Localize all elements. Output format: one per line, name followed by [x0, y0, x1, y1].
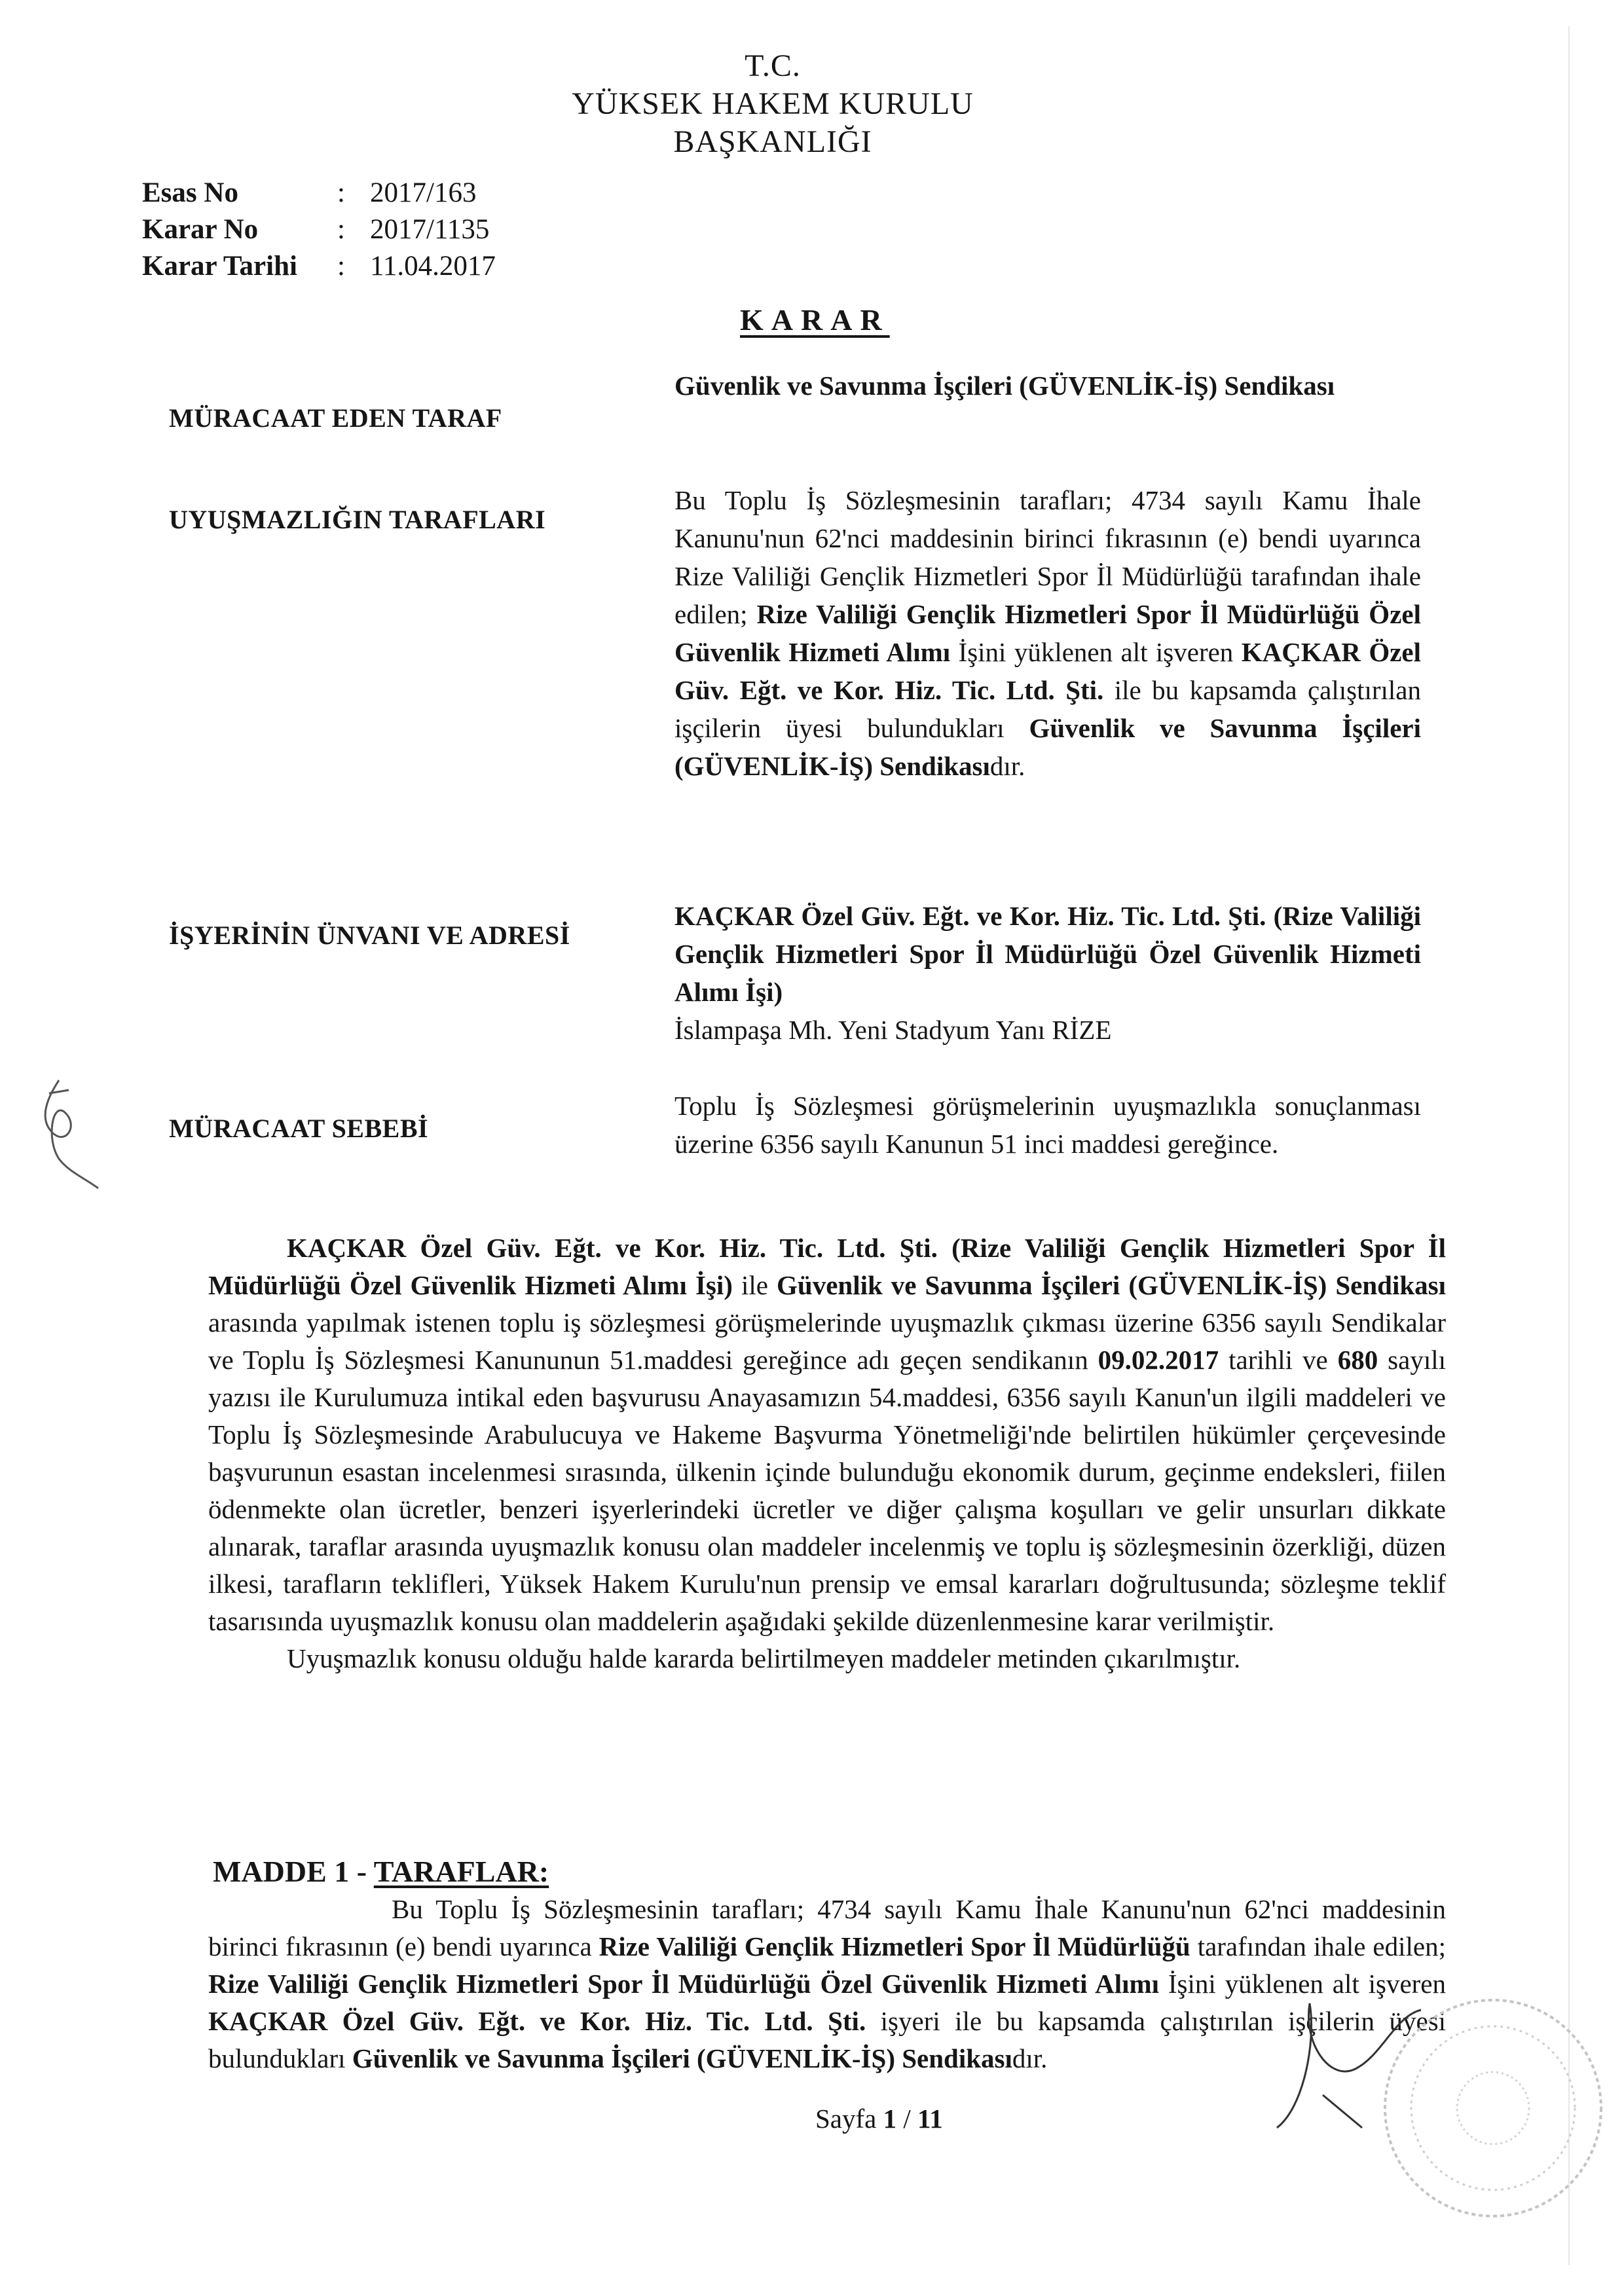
article-1-heading: [213, 1854, 549, 1889]
karar-no-colon: :: [337, 214, 345, 245]
body-text-4: sayılı yazısı ile Kurulumuza intikal eden başvurusu Anayasamızın 54.maddesi, 6356 sayılı Kanun'un ilgili maddeleri ve Toplu İş Sözleşmesinde Arabulucuya ve Hakeme Başvurma Yönetmeliği'nde belirtilen hükümler çerçevesinde başvurunun esastan incelenmesi sırasında, ülkenin içinde bulunduğu ekonomik durum, geçinme endeksleri, fiilen ödenmekte olan ücretler, benzeri işyerlerindeki ücretler ve diğer çalışma koşulları ve gelir unsurları dikkate alınarak, taraflar arasında uyuşmazlık konusu olan maddeler incelenmiş ve toplu iş sözleşmesinin özerkliği, düzen ilkesi, tarafların teklifleri, Yüksek Hakem Kurulu'nun prensip ve emsal kararları doğrultusunda; sözleşme teklif tasarısında uyuşmazlık konusu olan maddelerin aşağıdaki şekilde düzenlenmesine karar verilmiştir.: [208, 1345, 1446, 1636]
meta-esas: [142, 177, 476, 209]
meta-karar-no: [142, 213, 489, 246]
removed-articles-note: Uyuşmazlık konusu olduğu halde kararda belirtilmeyen maddeler metinden çıkarılmıştır.: [287, 1643, 1241, 1673]
margin-signature-icon: [33, 1074, 105, 1192]
applicant-content: Güvenlik ve Savunma İşçileri (GÜVENLİK-İŞ) Sendikası: [674, 371, 1335, 401]
workplace-label: İŞYERİNİN ÜNVANI VE ADRESİ: [169, 920, 570, 950]
article-1-text-4: işyeri ile bu kapsamda çalıştırılan işçilerin üyesi bulundukları: [208, 2006, 1446, 2073]
body-bold-2: Güvenlik ve Savunma İşçileri (GÜVENLİK-İŞ) Sendikası: [777, 1270, 1447, 1300]
parties-label: UYUŞMAZLIĞIN TARAFLARI: [169, 505, 546, 534]
parties-bold-1: Rize Valiliği Gençlik Hizmetleri Spor İl Müdürlüğü Özel Güvenlik Hizmeti Alımı: [674, 599, 1421, 667]
article-1-bold-2: Rize Valiliği Gençlik Hizmetleri Spor İl Müdürlüğü Özel Güvenlik Hizmeti Alımı: [208, 1969, 1160, 1999]
karar-no-value: 2017/1135: [370, 214, 490, 245]
article-1-text-1: Bu Toplu İş Sözleşmesinin tarafları; 4734 sayılı Kamu İhale Kanunu'nun 62'nci maddesinin birinci fıkrasının (e) bendi uyarınca: [208, 1894, 1446, 1961]
article-1-paragraph: [208, 1891, 1446, 2077]
parties-bold-3: Güvenlik ve Savunma İşçileri (GÜVENLİK-İŞ) Sendikası: [674, 713, 1422, 781]
workplace-address: İslampaşa Mh. Yeni Stadyum Yanı RİZE: [674, 1015, 1112, 1045]
parties-text-1: Bu Toplu İş Sözleşmesinin tarafları; 4734 sayılı Kamu İhale Kanunu'nun 62'nci maddesinin birinci fıkrasının (e) bendi uyarınca Rize Valiliği Gençlik Hizmetleri Spor İl Müdürlüğü tarafından ihale edilen;: [674, 485, 1421, 629]
page-number: [815, 2103, 943, 2134]
meta-karar-tarihi: [142, 250, 496, 282]
reason-label: MÜRACAAT SEBEBİ: [169, 1114, 429, 1143]
decision-paragraph: [208, 1230, 1446, 1640]
esas-label: Esas No: [142, 177, 238, 208]
scan-edge-line: [1568, 26, 1570, 2265]
article-1-content: [208, 1891, 1446, 2077]
document-title: KARAR: [740, 303, 890, 337]
karar-tarihi-label: Karar Tarihi: [142, 251, 297, 282]
esas-colon: :: [337, 177, 345, 208]
body-text-3: tarihli ve: [1219, 1345, 1338, 1375]
article-1-text-5: dır.: [1012, 2043, 1048, 2073]
parties-content: [674, 481, 1421, 785]
body-bold-date: 09.02.2017: [1098, 1345, 1219, 1375]
karar-tarihi-value: 11.04.2017: [370, 251, 496, 282]
parties-bold-2: KAÇKAR Özel Güv. Eğt. ve Kor. Hiz. Tic. Ltd. Şti.: [674, 637, 1421, 705]
body-bold-1: KAÇKAR Özel Güv. Eğt. ve Kor. Hiz. Tic. Ltd. Şti. (Rize Valiliği Gençlik Hizmetleri Spor İl Müdürlüğü Özel Güvenlik Hizmeti Alımı İşi): [208, 1233, 1446, 1300]
esas-value: 2017/163: [370, 177, 477, 208]
parties-text-4: dır.: [989, 751, 1025, 781]
article-1-number: MADDE 1 -: [213, 1855, 367, 1888]
applicant-label: MÜRACAAT EDEN TARAF: [169, 403, 502, 433]
body-text-2: arasında yapılmak istenen toplu iş sözleşmesi görüşmelerinde uyuşmazlık çıkması üzerine 6356 sayılı Sendikalar ve Toplu İş Sözleşmesi Kanununun 51.maddesi gereğince adı geçen sendikanın: [208, 1307, 1446, 1375]
parties-text-2: İşini yüklenen alt işveren: [950, 637, 1242, 667]
document-header: [524, 47, 1022, 161]
article-1-bold-4: Güvenlik ve Savunma İşçileri (GÜVENLİK-İŞ) Sendikası: [352, 2043, 1012, 2073]
article-1-text-2: tarafından ihale edilen;: [1190, 1931, 1447, 1961]
page-total: 11: [917, 2104, 943, 2134]
karar-no-label: Karar No: [142, 214, 259, 245]
karar-tarihi-colon: :: [337, 251, 345, 282]
parties-text-3: ile bu kapsamda çalıştırılan işçilerin üyesi bulundukları: [674, 675, 1422, 743]
workplace-content: [674, 897, 1421, 1049]
article-1-bold-3: KAÇKAR Özel Güv. Eğt. ve Kor. Hiz. Tic. Ltd. Şti.: [208, 2006, 866, 2036]
article-1-title: TARAFLAR:: [373, 1855, 549, 1888]
body-text-1: ile: [732, 1270, 777, 1300]
header-office: BAŞKANLIĞI: [673, 124, 872, 159]
body-bold-number: 680: [1337, 1345, 1378, 1375]
reason-content: Toplu İş Sözleşmesi görüşmelerinin uyuşmazlıkla sonuçlanması üzerine 6356 sayılı Kanunun 51 inci maddesi gereğince.: [674, 1091, 1421, 1159]
page-current: 1: [883, 2104, 897, 2134]
header-institution: YÜKSEK HAKEM KURULU: [572, 86, 974, 121]
official-stamp-icon: [1375, 1990, 1611, 2226]
header-country: T.C.: [745, 48, 801, 83]
page-prefix: Sayfa: [815, 2104, 883, 2134]
workplace-name: KAÇKAR Özel Güv. Eğt. ve Kor. Hiz. Tic. Ltd. Şti. (Rize Valiliği Gençlik Hizmetleri Spor İl Müdürlüğü Özel Güvenlik Hizmeti Alımı İşi): [674, 901, 1421, 1007]
decision-body: [208, 1230, 1446, 1677]
article-1-text-3: İşini yüklenen alt işveren: [1159, 1969, 1446, 1999]
article-1-bold-1: Rize Valiliği Gençlik Hizmetleri Spor İl Müdürlüğü: [599, 1931, 1190, 1961]
page-separator: /: [896, 2104, 918, 2134]
